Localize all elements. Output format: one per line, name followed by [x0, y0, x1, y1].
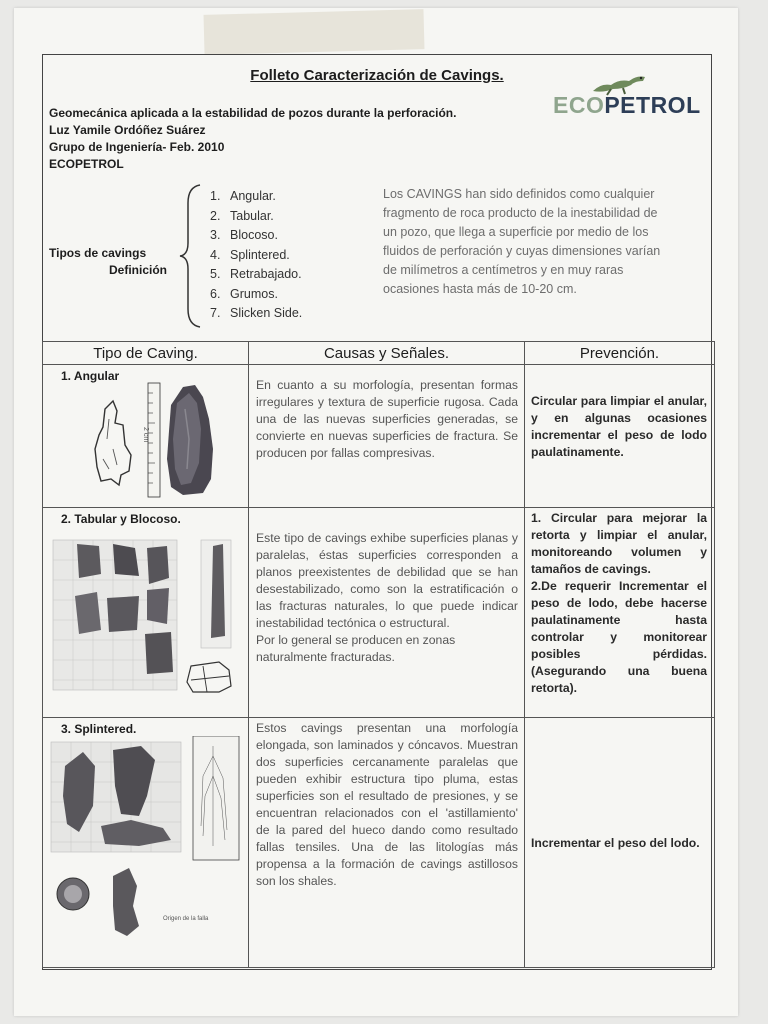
table-row	[43, 508, 715, 718]
page-title: Folleto Caracterización de Cavings.	[250, 67, 504, 84]
list-item: 5. Retrabajado.	[210, 267, 302, 281]
header-info	[49, 105, 456, 173]
subtitle-line: Geomecánica aplicada a la estabilidad de pozos durante la perforación.	[49, 106, 457, 120]
prevention-cell	[525, 718, 715, 968]
cavings-definition: Los CAVINGS han sido definidos como cualquier fragmento de roca producto de la inestabilidad de un pozo, que llega a superficie por medio de los fluidos de perforación y cuyas dimensiones varían de milímetros a centímetros y en muy raras ocasiones hasta más de 10-20 cm.	[383, 187, 661, 296]
brochure-frame	[42, 54, 712, 970]
causes-cell	[249, 508, 525, 718]
causes-cell	[249, 718, 525, 968]
causes-text: En cuanto a su morfología, presentan formas irregulares y textura de superficie rugosa. Cada una de las nuevas superficies generadas, se convierte en nuevas superficies de fractura. Se producen por fallas compresivas.	[256, 378, 518, 460]
company-line: ECOPETROL	[49, 157, 124, 171]
list-item: 3. Blocoso.	[210, 228, 278, 242]
tape-strip	[204, 9, 425, 55]
caving-type-label: 3. Splintered.	[61, 722, 137, 736]
causes-text: Este tipo de cavings exhibe superficies planas y paralelas, éstas superficies corresponden a planos preexistentes de debilidad que se han desestabilizado, como son la estratificación o las fracturas naturales, lo que puede indicar inestabilidad tectónica o estructural. Por lo general se producen en zonas naturalmente fracturadas.	[256, 531, 518, 664]
list-item: 6. Grumos.	[210, 286, 278, 301]
caving-type-label: 1. Angular	[61, 369, 120, 383]
list-item: 2. Tabular.	[210, 208, 274, 223]
table-header-row	[43, 342, 715, 365]
list-item: 1. Angular.	[210, 189, 276, 203]
author-line: Luz Yamile Ordóñez Suárez	[49, 123, 206, 137]
prevention-cell	[525, 508, 715, 718]
tabular-caving-photos	[43, 526, 249, 716]
caving-type-cell	[43, 718, 249, 968]
types-label	[49, 245, 167, 279]
logo-eco-text: ECO	[553, 92, 605, 118]
list-item: 7. Slicken Side.	[210, 306, 303, 320]
prevention-text: Circular para limpiar el anular, y en algunas ocasiones incrementar el peso de lodo paulatinamente.	[531, 394, 707, 459]
prevention-text: 1. Circular para mejorar la retorta y limpiar el anular, monitoreando volumen y tamaños de cavings. 2.De requerir Incrementar el peso de lodo, debe hacerse paulatinamente hasta controlar y monitorear posibles pérdidas. (Asegurando una buena retorta).	[531, 511, 707, 695]
group-line: Grupo de Ingeniería- Feb. 2010	[49, 140, 225, 154]
prevention-cell	[525, 365, 715, 508]
caving-type-cell	[43, 508, 249, 718]
header-prevencion: Prevención.	[525, 342, 715, 365]
cavings-table	[42, 341, 715, 968]
splintered-caving-photos	[43, 736, 249, 966]
logo-petrol-text: PETROL	[604, 92, 701, 118]
table-row	[43, 365, 715, 508]
curly-brace-icon	[178, 183, 204, 329]
types-label-bottom: Definición	[109, 263, 168, 277]
header-tipo: Tipo de Caving.	[43, 342, 249, 365]
page	[14, 8, 738, 1016]
fault-origin-caption: Origen de la falla	[163, 916, 209, 922]
causes-text: Estos cavings presentan una morfología elongada, son laminados y cóncavos. Muestran dos superficies cercanamente paralelas que pueden exhibir estructura tipo pluma, estas superficies son el resultado de presiones, y se encuentran relacionados con el 'astillamiento' de la pared del hueco dando como resultado fallas tensiles. Una de las litologías más propensa a la formación de cavings astillosos son los shales.	[256, 721, 518, 888]
types-label-top: Tipos de cavings	[49, 246, 147, 260]
header-causas: Causas y Señales.	[249, 342, 525, 365]
prevention-text: Incrementar el peso del lodo.	[531, 836, 700, 850]
ruler-label: 2 cm	[142, 427, 149, 443]
types-list	[210, 187, 302, 324]
caving-type-label: 2. Tabular y Blocoso.	[61, 512, 181, 526]
ecopetrol-logo	[553, 83, 703, 123]
list-item: 4. Splintered.	[210, 247, 290, 262]
causes-cell	[249, 365, 525, 508]
caving-type-cell	[43, 365, 249, 508]
table-row	[43, 718, 715, 968]
